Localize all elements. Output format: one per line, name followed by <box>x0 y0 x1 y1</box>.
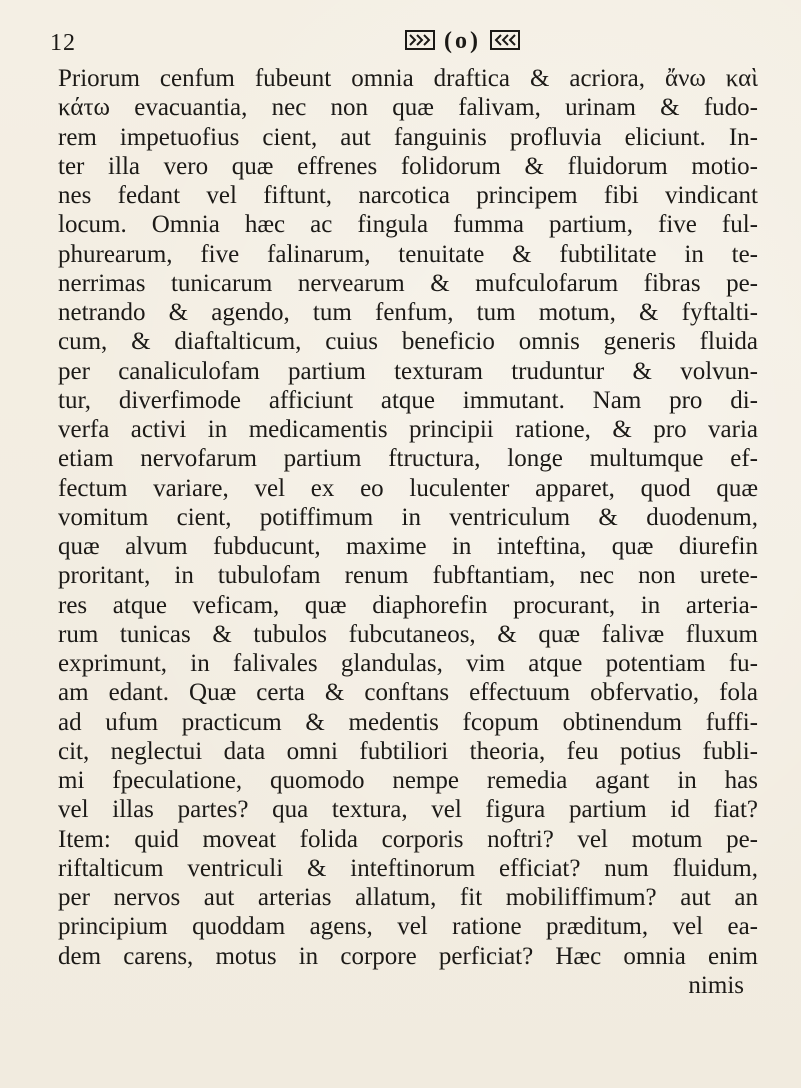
text-line: principium quoddam agens, vel ratione præditum, vel ea- <box>58 913 758 941</box>
text-line: nes fedant vel fiftunt, narcotica principem fibi vindicant <box>58 182 758 209</box>
text-line: ter illa vero quæ effrenes folidorum & fluidorum motio- <box>58 152 758 180</box>
text-line: tur, diverfimode afficiunt atque immutant. Nam pro di- <box>58 386 758 414</box>
text-line: etiam nervofarum partium ftructura, longe multumque ef- <box>58 445 758 473</box>
text-line: quæ alvum fubducunt, maxime in inteftina, quæ diurefin <box>58 533 758 560</box>
text-line: rem impetuofius cient, aut fanguinis profluvia eliciunt. In- <box>58 123 758 151</box>
text-line: vel illas partes? qua textura, vel figura partium id fiat? <box>58 796 758 824</box>
text-line: cit, neglectui data omni fubtiliori theoria, feu potius fubli- <box>58 737 758 765</box>
text-line: exprimunt, in falivales glandulas, vim atque potentiam fu- <box>58 650 758 677</box>
header-ornament <box>405 28 520 55</box>
page-header <box>50 22 750 62</box>
text-line: rum tunicas & tubulos fubcutaneos, & quæ falivæ fluxum <box>58 620 758 648</box>
text-line: mi fpeculatione, quomodo nempe remedia agant in has <box>58 767 758 794</box>
text-line: ad ufum practicum & medentis fcopum obtinendum fuffi- <box>58 708 758 736</box>
text-line: netrando & agendo, tum fenfum, tum motum, & fyftalti- <box>58 299 758 326</box>
text-line: locum. Omnia hæc ac fingula fumma partium, five ful- <box>58 211 758 239</box>
text-line: per canaliculofam partium texturam truduntur & volvun- <box>58 357 758 385</box>
body-text <box>58 64 758 1000</box>
text-line: fectum variare, vel ex eo luculenter apparet, quod quæ <box>58 474 758 502</box>
text-line: vomitum cient, potiffimum in ventriculum & duodenum, <box>58 503 758 531</box>
text-line: κάτω evacuantia, nec non quæ falivam, urinam & fudo- <box>58 94 758 122</box>
text-line: am edant. Quæ certa & conftans effectuum obfervatio, fola <box>58 679 758 707</box>
text-line: proritant, in tubulofam renum fubftantiam, nec non urete- <box>58 562 758 590</box>
fleuron-left-icon <box>405 29 435 51</box>
text-line: per nervos aut arterias allatum, fit mobiliffimum? aut an <box>58 884 758 911</box>
text-line: riftalticum ventriculi & inteftinorum efficiat? num fluidum, <box>58 854 758 882</box>
page-number: 12 <box>50 30 76 56</box>
text-line: res atque veficam, quæ diaphorefin procurant, in arteria- <box>58 591 758 619</box>
fleuron-right-icon <box>490 29 520 51</box>
text-line: verfa activi in medicamentis principii ratione, & pro varia <box>58 416 758 443</box>
text-line: nerrimas tunicarum nervearum & mufculofarum fibras pe- <box>58 269 758 297</box>
text-line: phurearum, five falinarum, tenuitate & fubtilitate in te- <box>58 240 758 268</box>
text-line: cum, & diaftalticum, cuius beneficio omnis generis fluida <box>58 328 758 356</box>
text-line: Item: quid moveat folida corporis noftri? vel motum pe- <box>58 825 758 853</box>
text-line: Priorum cenfum fubeunt omnia draftica & acriora, ἄνω καὶ <box>58 65 758 92</box>
header-ornament-center: (o) <box>444 28 481 54</box>
text-line: dem carens, motus in corpore perficiat? Hæc omnia enim <box>58 942 758 970</box>
catchword: nimis <box>688 971 744 999</box>
